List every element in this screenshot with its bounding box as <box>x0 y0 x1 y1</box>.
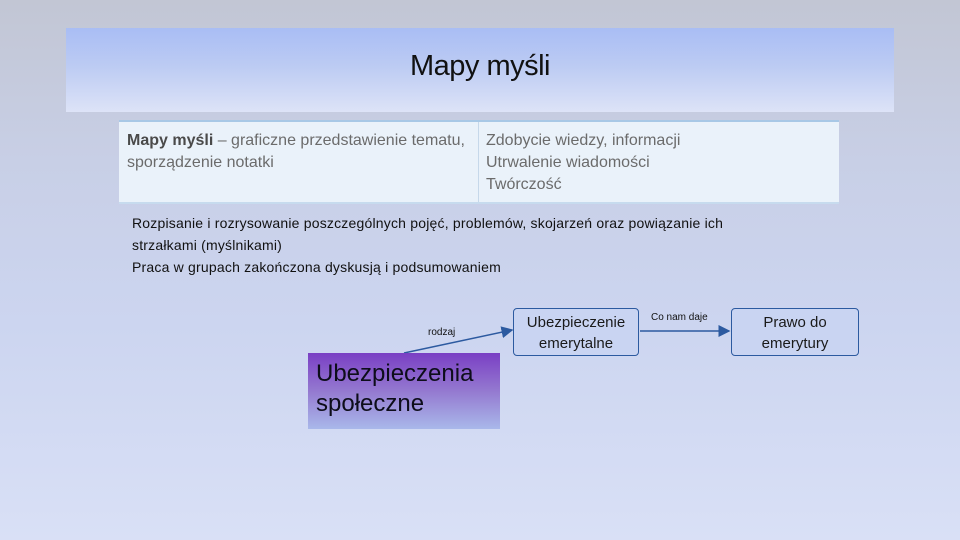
definition-line-2: sporządzenie notatki <box>127 154 274 171</box>
edge-label-rodzaj: rodzaj <box>428 327 456 338</box>
slide-title: Mapy myśli <box>409 50 550 82</box>
edge-label-co-nam-daje: Co nam daje <box>651 312 708 323</box>
node-prawo-do-emerytury: Prawo do emerytury <box>731 308 859 356</box>
description-line-2: strzałkami (myślnikami) <box>132 237 283 253</box>
definition-term: Mapy myśli <box>127 132 214 149</box>
description-line-3: Praca w grupach zakończona dyskusją i podsumowaniem <box>132 259 501 275</box>
main-concept-node: Ubezpieczenia społeczne <box>308 353 500 429</box>
node-ubezpieczenie-emerytalne: Ubezpieczenie emerytalne <box>513 308 639 356</box>
definition-rest: – graficzne przedstawienie tematu, <box>213 132 465 149</box>
benefit-item-2: Utrwalenie wiadomości <box>486 154 650 171</box>
description-line-1: Rozpisanie i rozrysowanie poszczególnych pojęć, problemów, skojarzeń oraz powiązanie ich <box>132 215 724 231</box>
benefit-item-3: Twórczość <box>486 176 562 193</box>
arrow-rodzaj <box>404 330 512 353</box>
benefit-item-1: Zdobycie wiedzy, informacji <box>486 132 681 149</box>
